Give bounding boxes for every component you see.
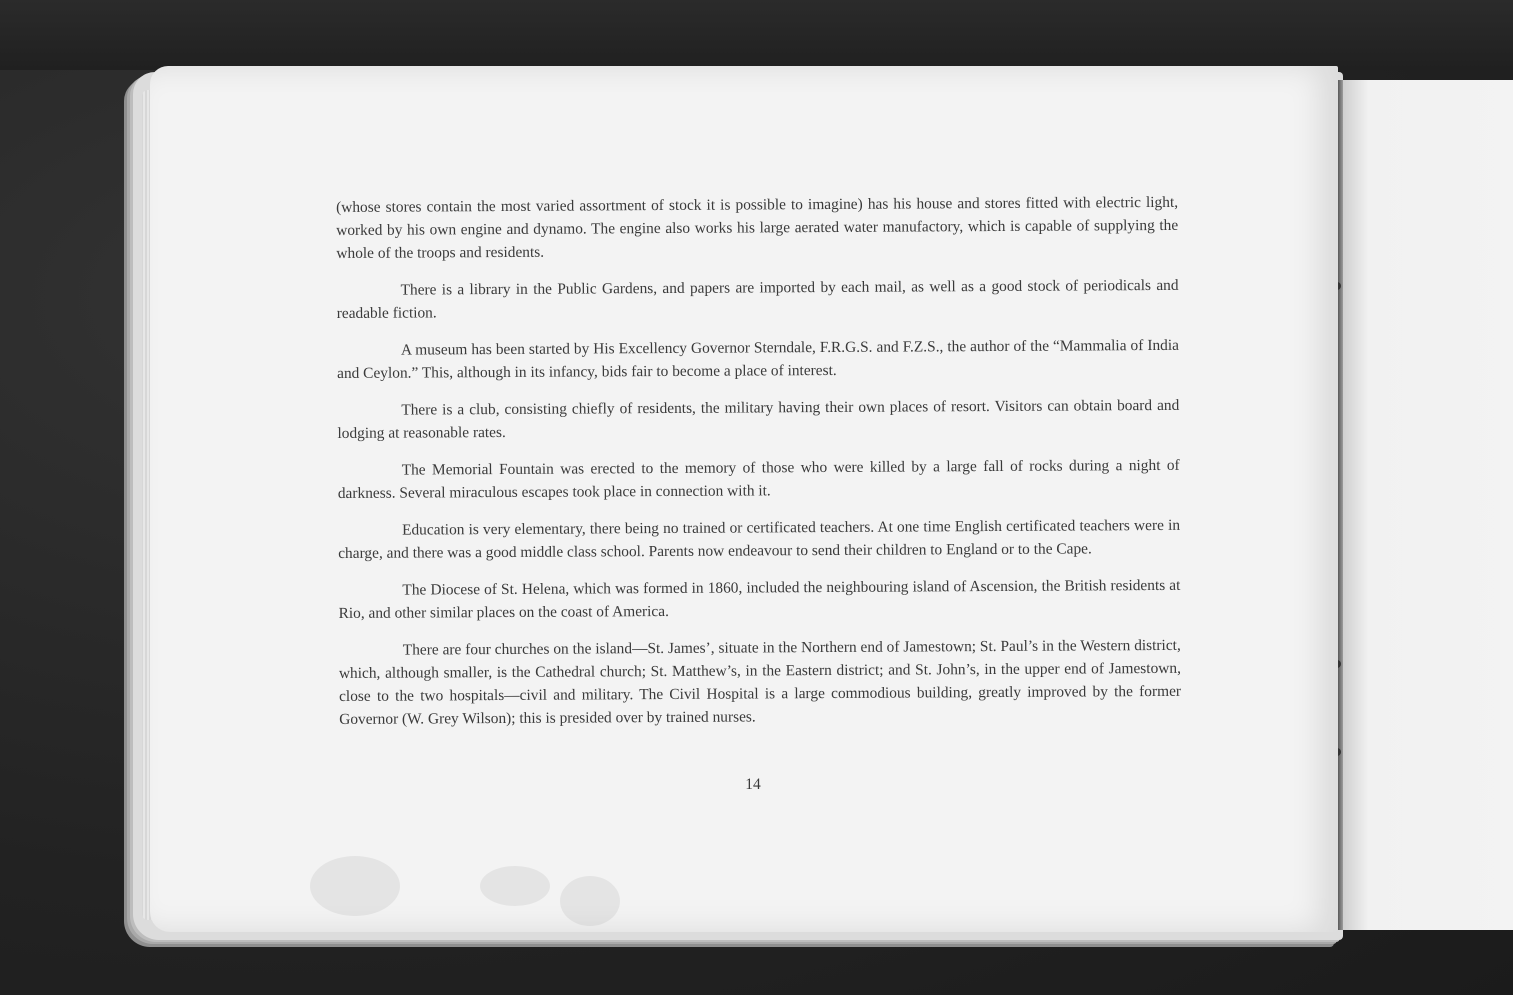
paragraph: A museum has been started by His Excellency Governor Sterndale, F.R.G.S. and F.Z.S., the author of the “Mammalia of India and Ceylon.” This, although in its infancy, bids fair to become a place of interest. — [337, 336, 1179, 382]
paragraph: (whose stores contain the most varied assortment of stock it is possible to imagine) has his house and stores fitted with electric light, worked by his own engine and dynamo. The engine also works his large aerated water manufactory, which is capable of supplying the whole of the troops and residents. — [336, 193, 1179, 262]
paragraph: The Diocese of St. Helena, which was formed in 1860, included the neighbouring island of Ascension, the British residents at Rio, and other similar places on the coast of America. — [338, 576, 1181, 622]
paragraph: There is a club, consisting chiefly of residents, the military having their own places of resort. Visitors can obtain board and lodging at reasonable rates. — [337, 396, 1180, 442]
paragraph: The Memorial Fountain was erected to the memory of those who were killed by a large fall of rocks during a night of darkness. Several miraculous escapes took place in connection with it. — [337, 456, 1180, 502]
page-number: 14 — [745, 776, 761, 793]
water-stain — [560, 876, 620, 926]
paragraph: There are four churches on the island—St. James’, situate in the Northern end of Jamestown; St. Paul’s in the Western district, which, although smaller, is the Cathedral church; St. Matthew’s, in the Eastern district; and St. John’s, in the upper end of Jamestown, close to the two hospitals—civil and military. The Civil Hospital is a large commodious building, greatly improved by the former Governor (W. Grey Wilson); this is presided over by trained nurses. — [338, 636, 1182, 728]
paragraph: There is a library in the Public Gardens, and papers are imported by each mail, as well as a good stock of periodicals and readable fiction. — [336, 276, 1179, 322]
paragraph: Education is very elementary, there being no trained or certificated teachers. At one time English certificated teachers were in charge, and there was a good middle class school. Parents now endeavour to send their children to England or to the Cape. — [338, 516, 1181, 562]
book-cover-background — [0, 0, 1513, 70]
water-stain — [310, 856, 400, 916]
facing-page — [1343, 80, 1513, 930]
water-stain — [480, 866, 550, 906]
page-text — [336, 191, 1181, 745]
